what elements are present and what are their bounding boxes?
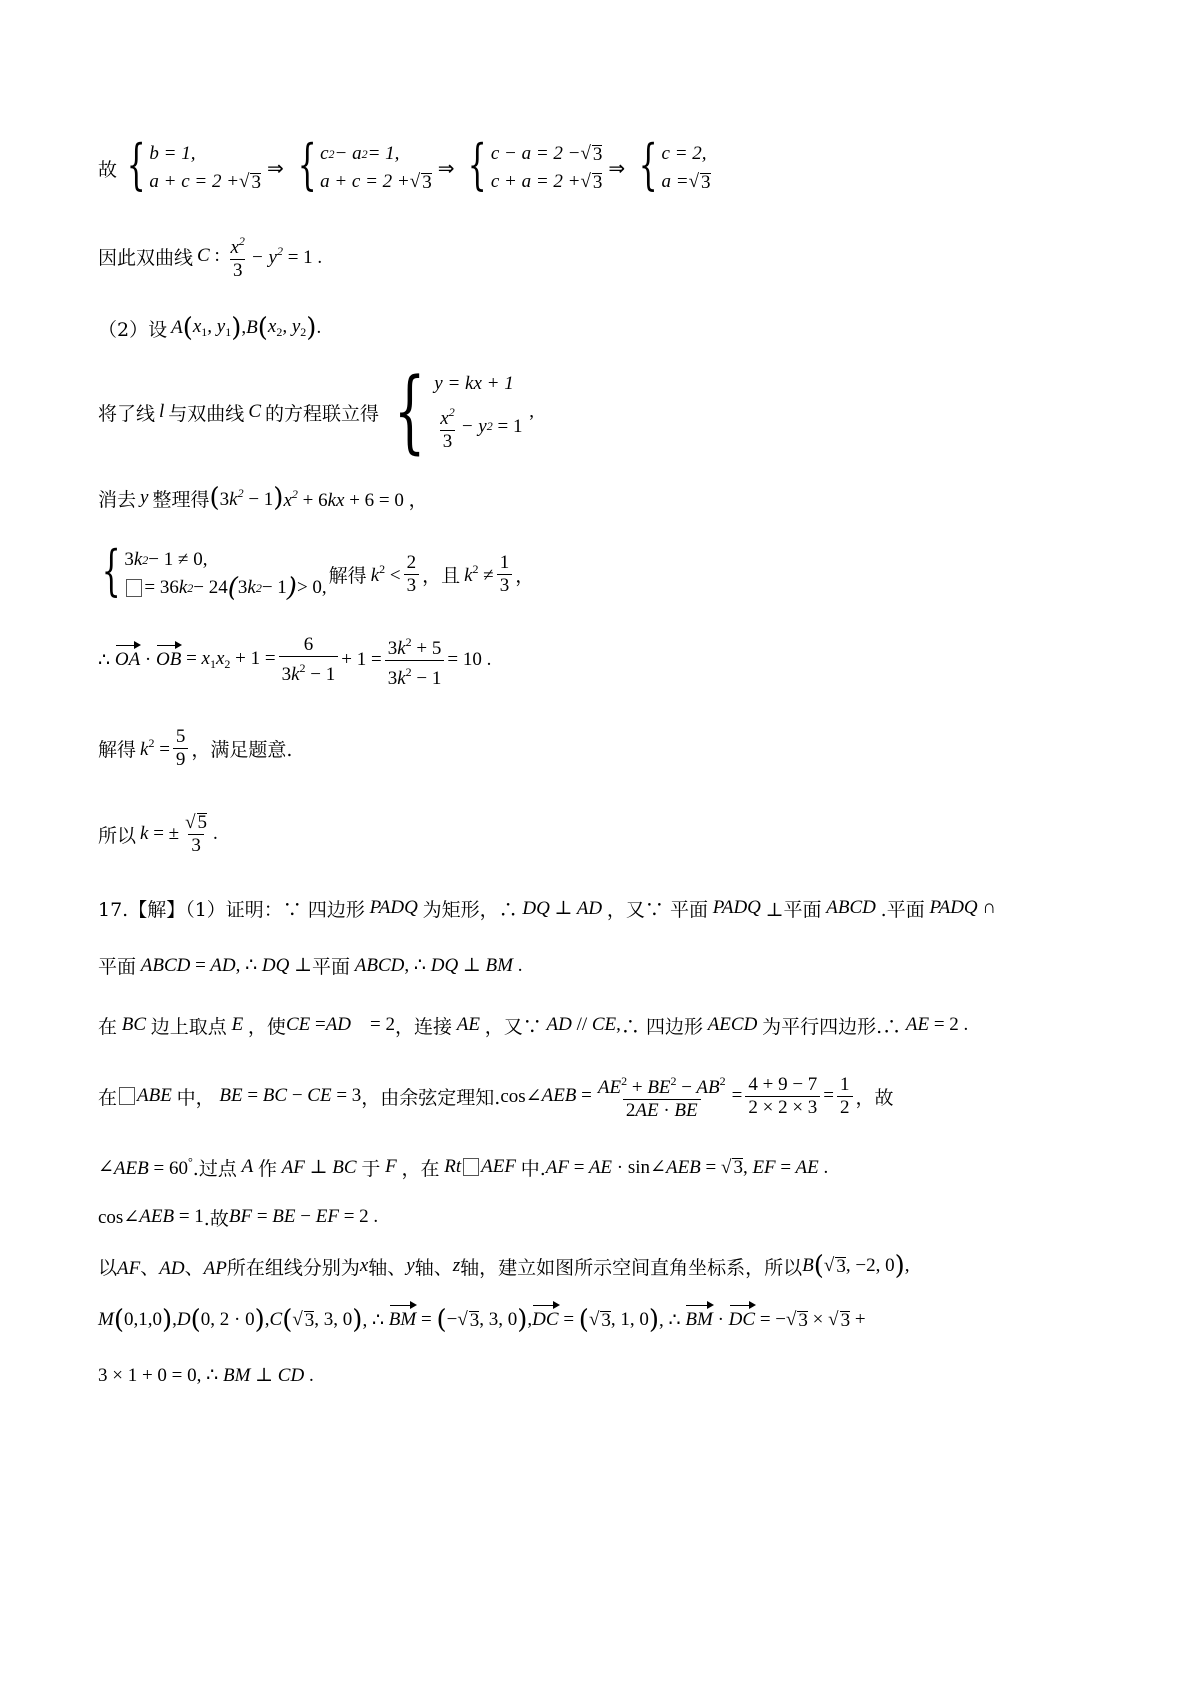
q17-line-3: 在 BC 边上取点 E ，使 CE =AD = 2 ，连接 AE ，又∵ AD // CE, ∴ 四边形 AECD 为平行四边形.∴ AE = 2 . — [98, 1014, 969, 1038]
q17-line-5: ∠ AEB = 60° .过点 A 作 AF ⊥ BC 于 F ，在 Rt AEF 中. AF = AE · sin∠AEB = √ 3, EF = AE . — [98, 1154, 829, 1180]
text-gu: 故 — [98, 158, 118, 181]
triangle-icon — [119, 1087, 135, 1105]
q17-line-4: 在 ABE 中， BE = BC − CE = 3 ，由余弦定理知. cos∠ AEB = $\frac{AE^2 + BE^2 - AB^2}{2AE \cdot BE}$ = $\frac{4 + 9 - 7}{2 \times 2 \times 3}$ = $\frac{1}{2}$ ，故 — [98, 1073, 894, 1121]
set-points-line: （2）设 A ( $x_1$, $y_1$ ) , B ( $x_2$, $y_2$ ) . — [98, 313, 322, 343]
eliminate-line: 消去 y 整理得 ( $3k^2 - 1$ ) $x^2 + 6kx + 6 = 0$ ， — [98, 483, 428, 513]
q17-line-8: M ( 0,1,0 ) , D ( 0, 2 · 0 ) , C ( √ 3 , 3, 0 ) , ∴ BM = ( −√ 3 , 3, 0 ) , DC = ( √ 3 , 1, 0 ) , ∴ BM · DC = −√ 3 × √ 3 + — [98, 1305, 866, 1335]
implies-icon: ⇒ — [608, 156, 626, 180]
triangle-icon — [463, 1158, 479, 1176]
implies-icon: ⇒ — [437, 156, 455, 180]
q17-line-9: 3 × 1 + 0 = 0, ∴ BM ⊥ CD . — [98, 1364, 314, 1386]
q17-line-2: 平面 ABCD = AD, ∴ DQ ⊥ 平面 ABCD, ∴ DQ ⊥ BM . — [98, 954, 523, 978]
dot-product-line: ∴ OA · OB = $x_1x_2 + 1$ = $\frac{6}{3k^2 - 1}$ + 1 = $\frac{3k^2 + 5}{3k^2 - 1}$ = 10 . — [98, 634, 492, 689]
solve-k-line: 解得 $k^2$ = $\frac{5}{9}$ ，满足题意. — [98, 725, 293, 770]
hyperbola-equation-line: 因此双曲线 C : $\frac{x^2}{3}$ − $y^2 = 1$ . — [98, 234, 323, 281]
delta-icon — [126, 579, 142, 597]
combine-system-line: 将了线 l 与双曲线 C 的方程联立得 { y = kx + 1 $\frac{x^2}{3}$ − y 2 = 1 , — [98, 359, 534, 464]
k-result-line: 所以 k = ± $\frac{√ 5}{3}$ . — [98, 811, 218, 856]
system-line-1: 故 { b = 1, a + c = 2 + √ 3 ⇒ { c 2 − a 2 = 1, a + c = 2 + √ 3 ⇒ { c − a = 2 − √ 3 c + a = 2 + √ 3 ⇒ { c = 2, a = √ 3 — [98, 133, 711, 196]
implies-icon: ⇒ — [266, 156, 284, 180]
q17-line-7: 以 AF、AD、AP 所在组线分别为 x 轴、 y 轴、 z 轴，建立如图所示空间直角坐标系，所以 B ( √ 3 , −2, 0 ) , — [98, 1251, 910, 1281]
q17-line-6: cos∠ AEB = 1 .故 BF = BE − EF = 2 . — [98, 1206, 379, 1230]
discriminant-line: { 3 k 2 − 1 ≠ 0, = 36 k 2 − 24 ( 3 k 2 − 1 ) > 0, 解得 $k^2$ < $\frac{2}{3}$ ，且 $k^2$ ≠ $\frac{1}{3}$ ， — [101, 539, 535, 603]
q17-line-1: 17.【解】（1）证明：∵ 四边形 PADQ 为矩形，∴ DQ ⊥ AD ，又∵ 平面 PADQ ⊥平面 ABCD .平面 PADQ ∩ — [98, 897, 997, 921]
